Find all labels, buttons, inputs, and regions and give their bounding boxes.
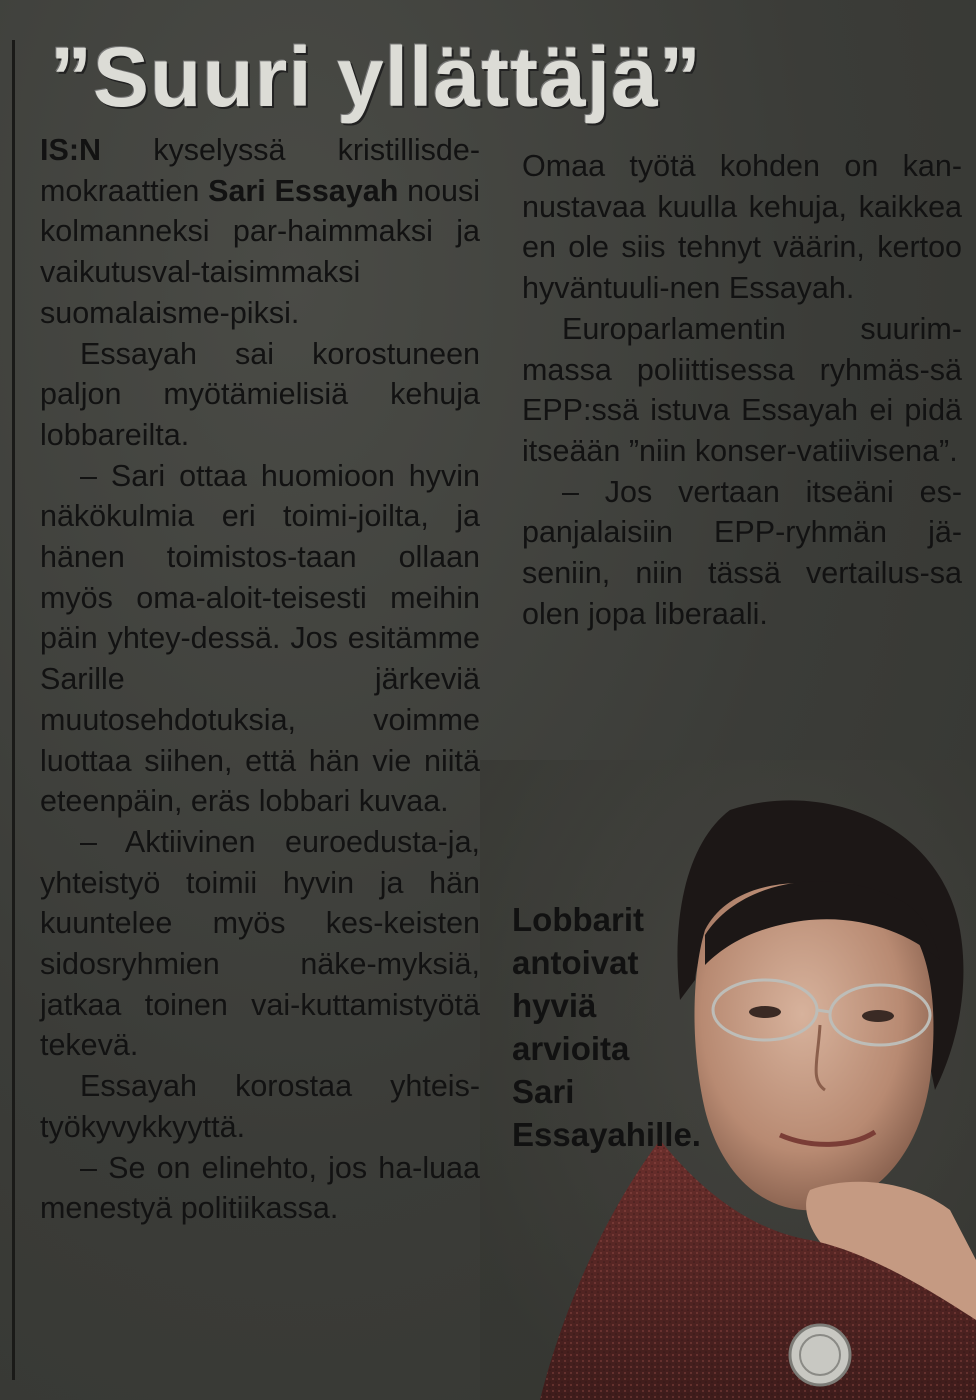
column-rule: [12, 40, 15, 1380]
headline: ”Suuri yllättäjä”: [50, 30, 702, 124]
caption-line-3: hyviä: [512, 987, 597, 1024]
caption-line-1: Lobbarit: [512, 901, 644, 938]
left-paragraph-1-text-b: nousi kolmanneksi par-haimmaksi ja vaikutusval-taisimmaksi suomalaisme-piksi.: [40, 173, 481, 330]
caption-line-6: Essayahille.: [512, 1116, 701, 1153]
left-paragraph-1-text-a: kyselyssä kristillisde-mokraattien: [40, 133, 480, 208]
right-paragraph-3: – Jos vertaan itseäni es-panjalaisiin EPP-ryhmän jä-seniin, niin tässä vertailus-sa olen jopa liberaali.: [522, 474, 962, 631]
left-column: [40, 130, 480, 1229]
caption-line-5: Sari: [512, 1073, 575, 1110]
caption-line-2: antoivat: [512, 944, 639, 981]
left-paragraph-1: [40, 130, 480, 334]
right-paragraph-2: Europarlamentin suurim-massa poliittisessa ryhmäs-sä EPP:ssä istuva Essayah ei pidä itseään ”niin konser-vatiivisena”.: [522, 311, 962, 468]
photo-caption: [512, 898, 732, 1156]
left-paragraph-4: – Aktiivinen euroedusta-ja, yhteistyö toimii hyvin ja hän kuuntelee myös kes-keisten sidosryhmien näke-myksiä, jatkaa toinen vai-kuttamistyötä tekevä.: [40, 824, 480, 1063]
left-paragraph-5: Essayah korostaa yhteis-työkyvykkyyttä.: [40, 1069, 480, 1144]
source-lead: IS:N: [40, 133, 101, 167]
left-paragraph-6: – Se on elinehto, jos ha-luaa menestyä politiikassa.: [40, 1150, 480, 1226]
right-column: [522, 146, 962, 634]
left-paragraph-2: Essayah sai korostuneen paljon myötämielisiä kehuja lobbareilta.: [40, 336, 480, 452]
person-name: Sari Essayah: [208, 173, 399, 208]
left-paragraph-3: – Sari ottaa huomioon hyvin näkökulmia eri toimi-joilta, ja hänen toimistos-taan ollaan myös oma-aloit-teisesti meihin päin yhtey-dessä. Jos esitämme Sarille järkeviä muutosehdotuksia, voimme luottaa siihen, että hän vie niitä eteenpäin, eräs lobbari kuvaa.: [40, 458, 480, 819]
caption-line-4: arvioita: [512, 1030, 630, 1067]
right-paragraph-1: Omaa työtä kohden on kan-nustavaa kuulla kehuja, kaikkea en ole siis tehnyt väärin, kertoo hyväntuuli-nen Essayah.: [522, 149, 962, 306]
